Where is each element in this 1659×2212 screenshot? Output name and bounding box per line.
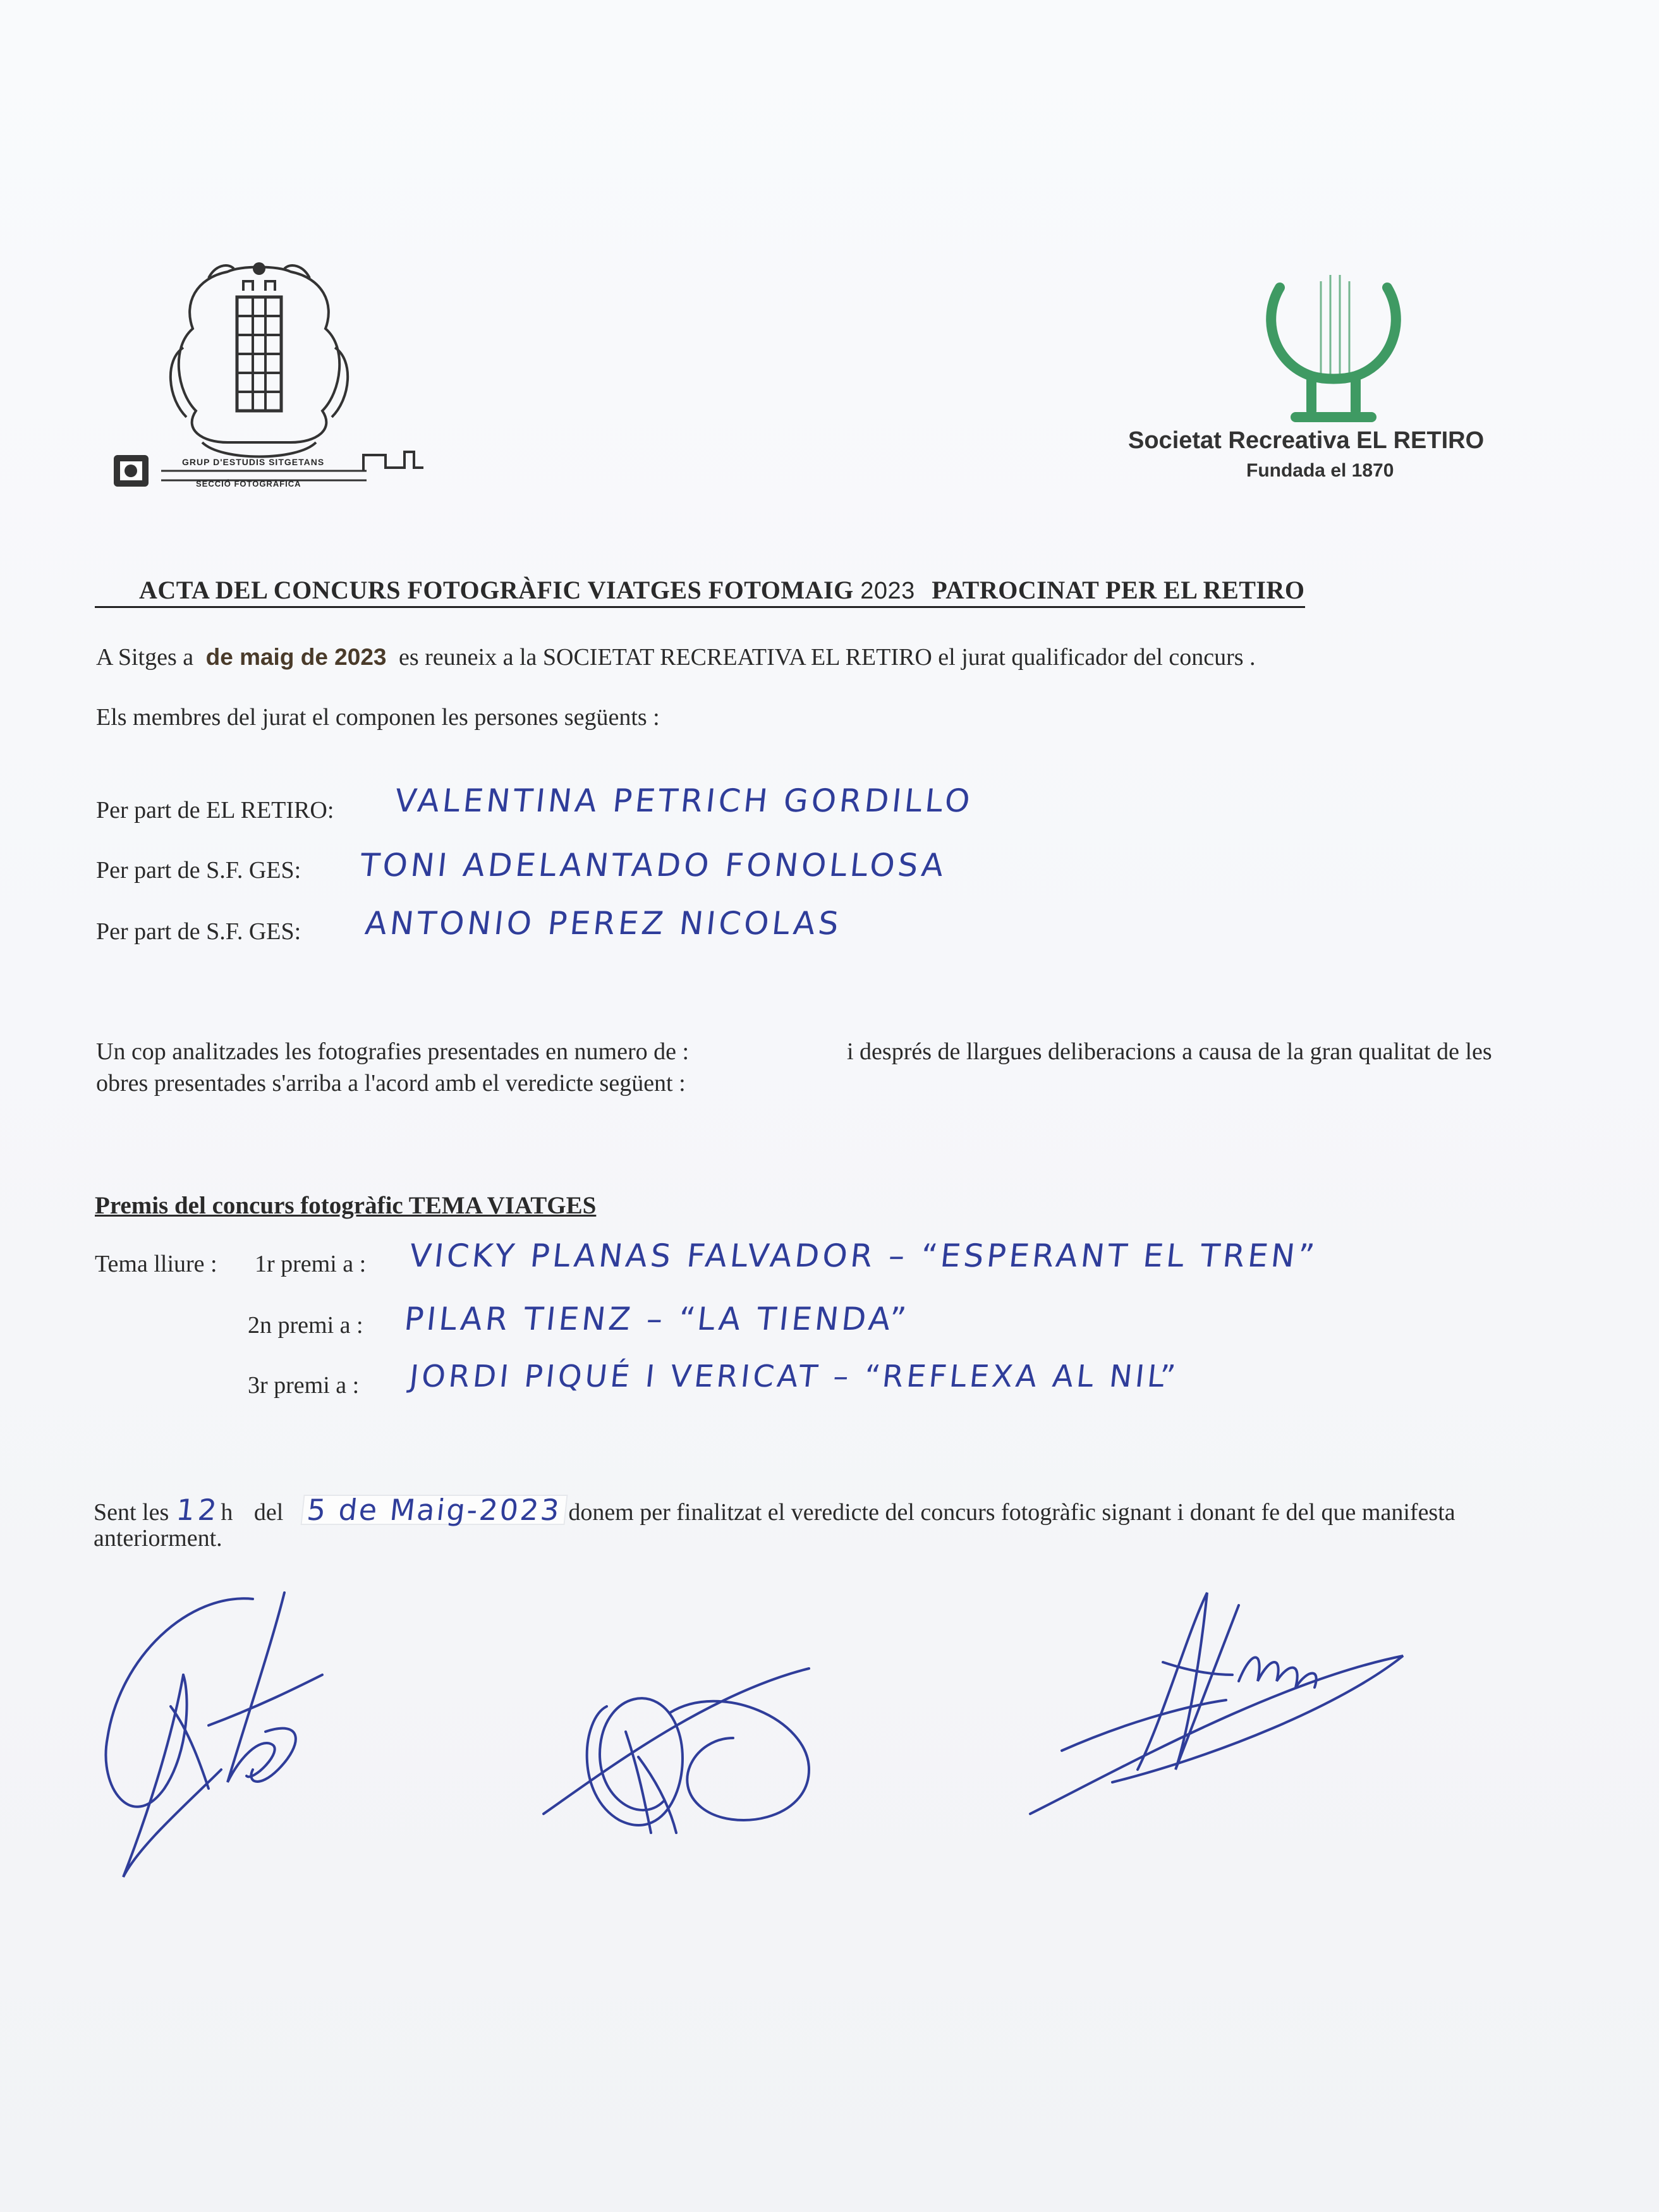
title-year: 2023 [860, 578, 915, 604]
jury-name-1: VALENTINA PETRICH GORDILLO [392, 782, 975, 819]
signature-1 [95, 1580, 348, 1896]
prize-label-1: 1r premi a : [255, 1251, 367, 1277]
intro-suffix: es reuneix a la SOCIETAT RECREATIVA EL RETIRO el jurat qualificador del concurs . [399, 644, 1256, 671]
closing-del: del [253, 1499, 284, 1526]
prizes-heading: Premis del concurs fotogràfic TEMA VIATGES [95, 1192, 597, 1219]
prize-winner-1: VICKY PLANAS FALVADOR – “ESPERANT EL TREN” [407, 1237, 1320, 1274]
title-part1: ACTA DEL CONCURS FOTOGRÀFIC VIATGES FOTOMAIG [139, 576, 854, 604]
intro-line [96, 643, 1256, 671]
document-title [95, 575, 1305, 608]
closing-hour: 12 [174, 1493, 222, 1527]
jury-name-3: ANTONIO PEREZ NICOLAS [363, 905, 844, 942]
prize-label-3: 3r premi a : [248, 1372, 360, 1399]
logo-right-founded: Fundada el 1870 [1246, 460, 1394, 481]
members-line: Els membres del jurat el componen les persones següents : [96, 704, 660, 731]
closing-h: h [221, 1499, 233, 1526]
analysis-line1a: Un cop analitzades les fotografies presentades en numero de : [96, 1038, 690, 1065]
closing-sent: Sent les [94, 1499, 169, 1526]
intro-prefix: A Sitges a [96, 644, 194, 671]
logo-left-line1: GRUP D'ESTUDIS SITGETANS [182, 457, 325, 467]
signature-2 [531, 1643, 822, 1852]
jury-label-2: Per part de S.F. GES: [96, 857, 301, 884]
closing-line2: anteriorment. [94, 1525, 222, 1552]
jury-label-1: Per part de EL RETIRO: [96, 797, 334, 823]
logo-right-name: Societat Recreativa EL RETIRO [1128, 427, 1485, 454]
logo-left-line2: SECCIÓ FOTOGRÀFICA [196, 479, 301, 489]
prize-category: Tema lliure : [95, 1251, 217, 1277]
jury-name-2: TONI ADELANTADO FONOLLOSA [358, 847, 949, 884]
closing-rest: donem per finalitzat el veredicte del concurs fotogràfic signant i donant fe del que manifesta [568, 1499, 1455, 1526]
grup-estudis-sitgetans-logo [101, 253, 430, 499]
analysis-line1b: i després de llargues deliberacions a causa de la gran qualitat de les [847, 1038, 1492, 1065]
jury-label-3: Per part de S.F. GES: [96, 918, 301, 945]
title-part2: PATROCINAT PER EL RETIRO [932, 576, 1305, 604]
prize-winner-2: PILAR TIENZ – “LA TIENDA” [402, 1301, 911, 1337]
prize-label-2: 2n premi a : [248, 1312, 363, 1339]
intro-date: de maig de 2023 [205, 644, 387, 670]
lyre-icon [1261, 269, 1406, 427]
closing-line1 [94, 1495, 1455, 1526]
analysis-line2: obres presentades s'arriba a l'acord amb el veredicte següent : [96, 1070, 686, 1097]
prize-winner-3: JORDI PIQUÉ I VERICAT – “REFLEXA AL NIL” [408, 1359, 1181, 1394]
closing-date: 5 de Maig-2023 [300, 1495, 568, 1525]
signature-3 [1024, 1580, 1416, 1833]
